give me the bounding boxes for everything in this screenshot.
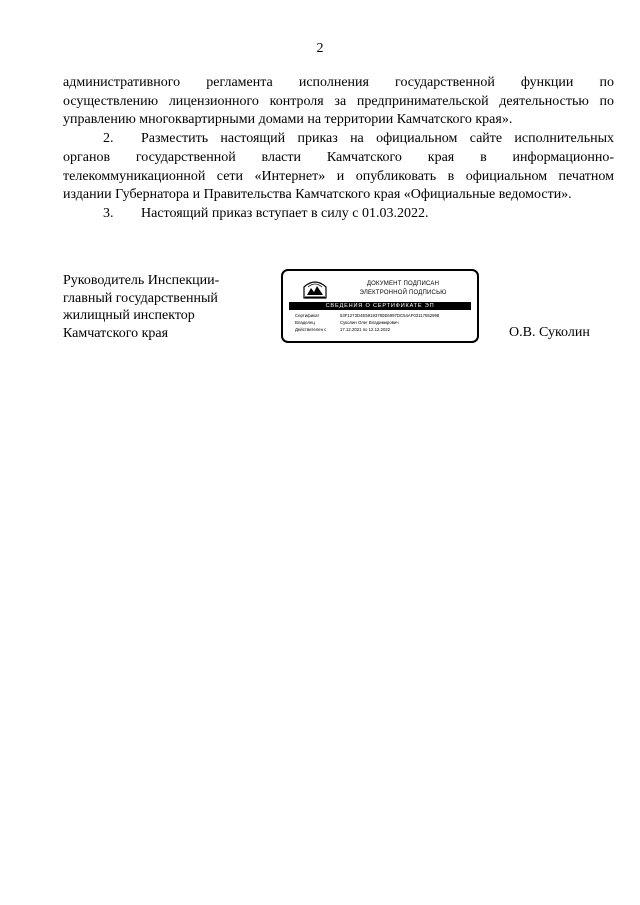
coat-of-arms-icon xyxy=(302,278,328,300)
stamp-validity-value: 17.12.2021 по 12.12.2022 xyxy=(340,327,391,332)
paragraph-3-number: 3. xyxy=(103,205,114,221)
paragraph-3 xyxy=(63,205,614,224)
stamp-certificate-label: Сертификат xyxy=(295,313,320,318)
stamp-certificate-header: СВЕДЕНИЯ О СЕРТИФИКАТЕ ЭП xyxy=(289,302,471,310)
paragraph-3-text: Настоящий приказ вступает в силу с 01.03.2022. xyxy=(141,205,429,221)
body-text xyxy=(63,74,614,224)
stamp-certificate-row xyxy=(295,313,439,318)
electronic-signature-stamp xyxy=(281,269,479,343)
paragraph-2-line-1-text: Разместить настоящий приказ на официальном сайте исполнительных xyxy=(141,131,614,147)
paragraph-2-line-4: издании Губернатора и Правительства Камчатского края «Официальные ведомости». xyxy=(63,187,572,203)
paragraph-1-line-2: осуществлению лицензионного контроля за предпринимательской деятельностью по xyxy=(63,93,614,109)
paragraph-2-line-1 xyxy=(63,130,614,149)
signer-name: О.В. Суколин xyxy=(509,325,590,340)
stamp-certificate-value: 53F1273D4E59193780E6997DC54AF03117552998 xyxy=(340,313,440,318)
paragraph-1-line-1: административного регламента исполнения государственной функции по xyxy=(63,75,614,90)
signer-position-line: главный государственный xyxy=(63,290,218,306)
page-number: 2 xyxy=(316,41,324,56)
signer-position-line: жилищный инспектор xyxy=(63,308,195,324)
stamp-title-line-2: ЭЛЕКТРОННОЙ ПОДПИСЬЮ xyxy=(359,290,447,296)
stamp-title-line-1: ДОКУМЕНТ ПОДПИСАН xyxy=(366,281,440,287)
stamp-owner-value: Суколин Олег Владимирович xyxy=(340,320,399,325)
stamp-owner-label: Владелец xyxy=(295,320,315,325)
paragraph-2-line-2: органов государственной власти Камчатского края в информационно- xyxy=(63,149,614,165)
paragraph-2-number: 2. xyxy=(103,131,114,147)
stamp-validity-label: Действителен с xyxy=(295,327,327,332)
signer-position xyxy=(63,272,219,342)
stamp-owner-row xyxy=(295,320,399,325)
signer-position-line: Камчатского края xyxy=(63,325,169,341)
paragraph-2-line-3: телекоммуникационной сети «Интернет» и опубликовать в официальном печатном xyxy=(63,168,614,184)
stamp-validity-row xyxy=(295,327,390,332)
paragraph-1-line-3: управлению многоквартирными домами на территории Камчатского края». xyxy=(63,112,513,128)
signer-position-line: Руководитель Инспекции- xyxy=(63,273,220,288)
